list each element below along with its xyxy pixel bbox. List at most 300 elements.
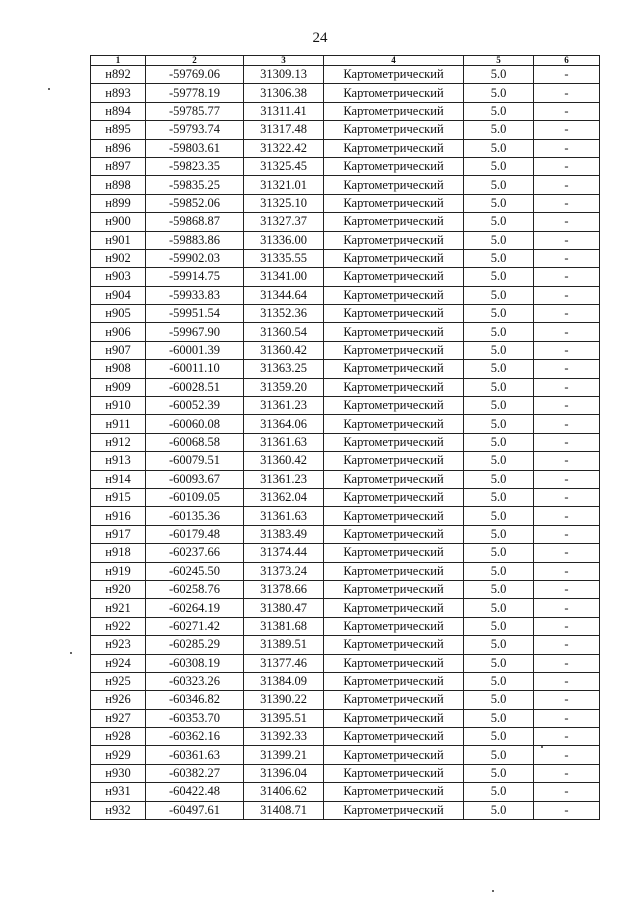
y-coordinate-cell: 31361.23	[244, 397, 324, 415]
point-id-cell: н917	[91, 525, 146, 543]
point-id-cell: н904	[91, 286, 146, 304]
accuracy-cell: 5.0	[464, 323, 534, 341]
note-cell: -	[534, 654, 600, 672]
method-cell: Картометрический	[324, 691, 464, 709]
note-cell: -	[534, 157, 600, 175]
accuracy-cell: 5.0	[464, 801, 534, 819]
table-row	[91, 415, 600, 433]
method-cell: Картометрический	[324, 66, 464, 84]
point-id-cell: н913	[91, 452, 146, 470]
note-cell: -	[534, 397, 600, 415]
accuracy-cell: 5.0	[464, 268, 534, 286]
accuracy-cell: 5.0	[464, 525, 534, 543]
note-cell: -	[534, 452, 600, 470]
y-coordinate-cell: 31317.48	[244, 121, 324, 139]
y-coordinate-cell: 31383.49	[244, 525, 324, 543]
accuracy-cell: 5.0	[464, 728, 534, 746]
note-cell: -	[534, 617, 600, 635]
method-cell: Картометрический	[324, 415, 464, 433]
point-id-cell: н905	[91, 305, 146, 323]
method-cell: Картометрический	[324, 507, 464, 525]
point-id-cell: н918	[91, 544, 146, 562]
y-coordinate-cell: 31309.13	[244, 66, 324, 84]
accuracy-cell: 5.0	[464, 341, 534, 359]
method-cell: Картометрический	[324, 580, 464, 598]
method-cell: Картометрический	[324, 617, 464, 635]
table-row	[91, 562, 600, 580]
column-header-5: 5	[464, 56, 534, 66]
accuracy-cell: 5.0	[464, 488, 534, 506]
x-coordinate-cell: -60271.42	[146, 617, 244, 635]
method-cell: Картометрический	[324, 305, 464, 323]
column-header-1: 1	[91, 56, 146, 66]
point-id-cell: н919	[91, 562, 146, 580]
table-row	[91, 397, 600, 415]
method-cell: Картометрический	[324, 544, 464, 562]
note-cell: -	[534, 378, 600, 396]
x-coordinate-cell: -59785.77	[146, 102, 244, 120]
table-row	[91, 121, 600, 139]
note-cell: -	[534, 470, 600, 488]
x-coordinate-cell: -60093.67	[146, 470, 244, 488]
x-coordinate-cell: -60179.48	[146, 525, 244, 543]
y-coordinate-cell: 31306.38	[244, 84, 324, 102]
method-cell: Картометрический	[324, 470, 464, 488]
x-coordinate-cell: -59951.54	[146, 305, 244, 323]
method-cell: Картометрический	[324, 452, 464, 470]
note-cell: -	[534, 66, 600, 84]
x-coordinate-cell: -59793.74	[146, 121, 244, 139]
accuracy-cell: 5.0	[464, 286, 534, 304]
x-coordinate-cell: -60237.66	[146, 544, 244, 562]
x-coordinate-cell: -60028.51	[146, 378, 244, 396]
y-coordinate-cell: 31363.25	[244, 360, 324, 378]
accuracy-cell: 5.0	[464, 507, 534, 525]
method-cell: Картометрический	[324, 525, 464, 543]
note-cell: -	[534, 764, 600, 782]
accuracy-cell: 5.0	[464, 764, 534, 782]
x-coordinate-cell: -60052.39	[146, 397, 244, 415]
x-coordinate-cell: -60362.16	[146, 728, 244, 746]
point-id-cell: н910	[91, 397, 146, 415]
point-id-cell: н931	[91, 783, 146, 801]
table-row	[91, 84, 600, 102]
accuracy-cell: 5.0	[464, 433, 534, 451]
table-row	[91, 305, 600, 323]
point-id-cell: н925	[91, 672, 146, 690]
x-coordinate-cell: -60245.50	[146, 562, 244, 580]
y-coordinate-cell: 31360.54	[244, 323, 324, 341]
table-row	[91, 268, 600, 286]
column-header-4: 4	[324, 56, 464, 66]
accuracy-cell: 5.0	[464, 709, 534, 727]
note-cell: -	[534, 783, 600, 801]
y-coordinate-cell: 31395.51	[244, 709, 324, 727]
accuracy-cell: 5.0	[464, 176, 534, 194]
table-row	[91, 470, 600, 488]
accuracy-cell: 5.0	[464, 691, 534, 709]
table-row	[91, 360, 600, 378]
x-coordinate-cell: -60001.39	[146, 341, 244, 359]
accuracy-cell: 5.0	[464, 654, 534, 672]
y-coordinate-cell: 31389.51	[244, 636, 324, 654]
table-row	[91, 764, 600, 782]
y-coordinate-cell: 31335.55	[244, 249, 324, 267]
x-coordinate-cell: -59778.19	[146, 84, 244, 102]
table-row	[91, 691, 600, 709]
point-id-cell: н923	[91, 636, 146, 654]
x-coordinate-cell: -60308.19	[146, 654, 244, 672]
table-row	[91, 654, 600, 672]
y-coordinate-cell: 31378.66	[244, 580, 324, 598]
note-cell: -	[534, 305, 600, 323]
y-coordinate-cell: 31321.01	[244, 176, 324, 194]
note-cell: -	[534, 507, 600, 525]
note-cell: -	[534, 231, 600, 249]
note-cell: -	[534, 121, 600, 139]
point-id-cell: н909	[91, 378, 146, 396]
table-row	[91, 617, 600, 635]
accuracy-cell: 5.0	[464, 636, 534, 654]
accuracy-cell: 5.0	[464, 470, 534, 488]
method-cell: Картометрический	[324, 672, 464, 690]
accuracy-cell: 5.0	[464, 231, 534, 249]
y-coordinate-cell: 31322.42	[244, 139, 324, 157]
y-coordinate-cell: 31390.22	[244, 691, 324, 709]
table-header	[91, 56, 600, 66]
note-cell: -	[534, 341, 600, 359]
note-cell: -	[534, 139, 600, 157]
point-id-cell: н916	[91, 507, 146, 525]
note-cell: -	[534, 415, 600, 433]
accuracy-cell: 5.0	[464, 415, 534, 433]
point-id-cell: н902	[91, 249, 146, 267]
method-cell: Картометрический	[324, 323, 464, 341]
method-cell: Картометрический	[324, 397, 464, 415]
accuracy-cell: 5.0	[464, 452, 534, 470]
y-coordinate-cell: 31381.68	[244, 617, 324, 635]
table-row	[91, 323, 600, 341]
method-cell: Картометрический	[324, 801, 464, 819]
table-row	[91, 249, 600, 267]
y-coordinate-cell: 31325.10	[244, 194, 324, 212]
point-id-cell: н932	[91, 801, 146, 819]
accuracy-cell: 5.0	[464, 66, 534, 84]
y-coordinate-cell: 31341.00	[244, 268, 324, 286]
point-id-cell: н914	[91, 470, 146, 488]
x-coordinate-cell: -60361.63	[146, 746, 244, 764]
table-row	[91, 66, 600, 84]
point-id-cell: н894	[91, 102, 146, 120]
x-coordinate-cell: -60323.26	[146, 672, 244, 690]
method-cell: Картометрический	[324, 709, 464, 727]
note-cell: -	[534, 176, 600, 194]
accuracy-cell: 5.0	[464, 360, 534, 378]
accuracy-cell: 5.0	[464, 617, 534, 635]
point-id-cell: н903	[91, 268, 146, 286]
point-id-cell: н930	[91, 764, 146, 782]
note-cell: -	[534, 801, 600, 819]
column-header-6: 6	[534, 56, 600, 66]
method-cell: Картометрический	[324, 562, 464, 580]
note-cell: -	[534, 580, 600, 598]
accuracy-cell: 5.0	[464, 139, 534, 157]
scan-speck	[48, 88, 50, 90]
method-cell: Картометрический	[324, 176, 464, 194]
accuracy-cell: 5.0	[464, 672, 534, 690]
accuracy-cell: 5.0	[464, 562, 534, 580]
method-cell: Картометрический	[324, 341, 464, 359]
table-row	[91, 544, 600, 562]
y-coordinate-cell: 31364.06	[244, 415, 324, 433]
column-header-2: 2	[146, 56, 244, 66]
accuracy-cell: 5.0	[464, 194, 534, 212]
note-cell: -	[534, 562, 600, 580]
y-coordinate-cell: 31325.45	[244, 157, 324, 175]
x-coordinate-cell: -60060.08	[146, 415, 244, 433]
note-cell: -	[534, 213, 600, 231]
point-id-cell: н915	[91, 488, 146, 506]
note-cell: -	[534, 544, 600, 562]
point-id-cell: н897	[91, 157, 146, 175]
table-row	[91, 378, 600, 396]
y-coordinate-cell: 31396.04	[244, 764, 324, 782]
scan-speck	[541, 746, 543, 748]
accuracy-cell: 5.0	[464, 783, 534, 801]
y-coordinate-cell: 31327.37	[244, 213, 324, 231]
method-cell: Картометрический	[324, 783, 464, 801]
note-cell: -	[534, 636, 600, 654]
note-cell: -	[534, 84, 600, 102]
method-cell: Картометрический	[324, 360, 464, 378]
table-row	[91, 176, 600, 194]
y-coordinate-cell: 31406.62	[244, 783, 324, 801]
x-coordinate-cell: -60135.36	[146, 507, 244, 525]
x-coordinate-cell: -60346.82	[146, 691, 244, 709]
method-cell: Картометрический	[324, 268, 464, 286]
x-coordinate-cell: -59852.06	[146, 194, 244, 212]
table-row	[91, 525, 600, 543]
method-cell: Картометрический	[324, 157, 464, 175]
method-cell: Картометрический	[324, 488, 464, 506]
y-coordinate-cell: 31360.42	[244, 452, 324, 470]
point-id-cell: н896	[91, 139, 146, 157]
accuracy-cell: 5.0	[464, 580, 534, 598]
accuracy-cell: 5.0	[464, 157, 534, 175]
table-row	[91, 580, 600, 598]
y-coordinate-cell: 31362.04	[244, 488, 324, 506]
page-number: 24	[312, 30, 328, 46]
method-cell: Картометрический	[324, 102, 464, 120]
table-row	[91, 213, 600, 231]
accuracy-cell: 5.0	[464, 213, 534, 231]
method-cell: Картометрический	[324, 636, 464, 654]
point-id-cell: н901	[91, 231, 146, 249]
x-coordinate-cell: -59769.06	[146, 66, 244, 84]
point-id-cell: н927	[91, 709, 146, 727]
point-id-cell: н906	[91, 323, 146, 341]
y-coordinate-cell: 31384.09	[244, 672, 324, 690]
point-id-cell: н895	[91, 121, 146, 139]
method-cell: Картометрический	[324, 654, 464, 672]
coordinates-table	[90, 55, 600, 820]
table-row	[91, 139, 600, 157]
accuracy-cell: 5.0	[464, 121, 534, 139]
accuracy-cell: 5.0	[464, 544, 534, 562]
note-cell: -	[534, 488, 600, 506]
accuracy-cell: 5.0	[464, 378, 534, 396]
y-coordinate-cell: 31392.33	[244, 728, 324, 746]
point-id-cell: н898	[91, 176, 146, 194]
point-id-cell: н928	[91, 728, 146, 746]
x-coordinate-cell: -60079.51	[146, 452, 244, 470]
y-coordinate-cell: 31352.36	[244, 305, 324, 323]
accuracy-cell: 5.0	[464, 84, 534, 102]
y-coordinate-cell: 31374.44	[244, 544, 324, 562]
x-coordinate-cell: -60422.48	[146, 783, 244, 801]
method-cell: Картометрический	[324, 249, 464, 267]
point-id-cell: н893	[91, 84, 146, 102]
scan-speck	[492, 890, 494, 892]
table-row	[91, 194, 600, 212]
y-coordinate-cell: 31361.23	[244, 470, 324, 488]
y-coordinate-cell: 31361.63	[244, 433, 324, 451]
accuracy-cell: 5.0	[464, 305, 534, 323]
y-coordinate-cell: 31373.24	[244, 562, 324, 580]
y-coordinate-cell: 31359.20	[244, 378, 324, 396]
y-coordinate-cell: 31360.42	[244, 341, 324, 359]
table-row	[91, 231, 600, 249]
x-coordinate-cell: -59902.03	[146, 249, 244, 267]
x-coordinate-cell: -60258.76	[146, 580, 244, 598]
y-coordinate-cell: 31399.21	[244, 746, 324, 764]
method-cell: Картометрический	[324, 84, 464, 102]
point-id-cell: н900	[91, 213, 146, 231]
note-cell: -	[534, 433, 600, 451]
x-coordinate-cell: -60382.27	[146, 764, 244, 782]
y-coordinate-cell: 31380.47	[244, 599, 324, 617]
point-id-cell: н929	[91, 746, 146, 764]
y-coordinate-cell: 31344.64	[244, 286, 324, 304]
x-coordinate-cell: -59835.25	[146, 176, 244, 194]
note-cell: -	[534, 323, 600, 341]
table-row	[91, 636, 600, 654]
table-row	[91, 746, 600, 764]
accuracy-cell: 5.0	[464, 746, 534, 764]
header-row	[91, 56, 600, 66]
y-coordinate-cell: 31377.46	[244, 654, 324, 672]
accuracy-cell: 5.0	[464, 102, 534, 120]
note-cell: -	[534, 728, 600, 746]
method-cell: Картометрический	[324, 286, 464, 304]
x-coordinate-cell: -59823.35	[146, 157, 244, 175]
method-cell: Картометрический	[324, 139, 464, 157]
table-row	[91, 433, 600, 451]
note-cell: -	[534, 599, 600, 617]
point-id-cell: н920	[91, 580, 146, 598]
point-id-cell: н908	[91, 360, 146, 378]
table-row	[91, 709, 600, 727]
note-cell: -	[534, 249, 600, 267]
table-row	[91, 728, 600, 746]
accuracy-cell: 5.0	[464, 397, 534, 415]
table-row	[91, 783, 600, 801]
method-cell: Картометрический	[324, 746, 464, 764]
table-row	[91, 599, 600, 617]
note-cell: -	[534, 194, 600, 212]
table-row	[91, 672, 600, 690]
method-cell: Картометрический	[324, 433, 464, 451]
x-coordinate-cell: -60497.61	[146, 801, 244, 819]
x-coordinate-cell: -59967.90	[146, 323, 244, 341]
point-id-cell: н907	[91, 341, 146, 359]
point-id-cell: н899	[91, 194, 146, 212]
note-cell: -	[534, 746, 600, 764]
note-cell: -	[534, 709, 600, 727]
y-coordinate-cell: 31311.41	[244, 102, 324, 120]
table-row	[91, 488, 600, 506]
x-coordinate-cell: -59933.83	[146, 286, 244, 304]
note-cell: -	[534, 672, 600, 690]
note-cell: -	[534, 691, 600, 709]
method-cell: Картометрический	[324, 231, 464, 249]
accuracy-cell: 5.0	[464, 599, 534, 617]
table-row	[91, 341, 600, 359]
x-coordinate-cell: -60264.19	[146, 599, 244, 617]
point-id-cell: н911	[91, 415, 146, 433]
point-id-cell: н921	[91, 599, 146, 617]
x-coordinate-cell: -59803.61	[146, 139, 244, 157]
note-cell: -	[534, 525, 600, 543]
table-row	[91, 157, 600, 175]
method-cell: Картометрический	[324, 213, 464, 231]
table-row	[91, 286, 600, 304]
point-id-cell: н924	[91, 654, 146, 672]
y-coordinate-cell: 31408.71	[244, 801, 324, 819]
table-row	[91, 102, 600, 120]
point-id-cell: н892	[91, 66, 146, 84]
x-coordinate-cell: -60285.29	[146, 636, 244, 654]
method-cell: Картометрический	[324, 728, 464, 746]
note-cell: -	[534, 286, 600, 304]
note-cell: -	[534, 360, 600, 378]
point-id-cell: н912	[91, 433, 146, 451]
x-coordinate-cell: -59868.87	[146, 213, 244, 231]
method-cell: Картометрический	[324, 764, 464, 782]
y-coordinate-cell: 31361.63	[244, 507, 324, 525]
x-coordinate-cell: -60068.58	[146, 433, 244, 451]
table-row	[91, 801, 600, 819]
y-coordinate-cell: 31336.00	[244, 231, 324, 249]
table-row	[91, 507, 600, 525]
note-cell: -	[534, 268, 600, 286]
table-body	[91, 66, 600, 820]
x-coordinate-cell: -60353.70	[146, 709, 244, 727]
method-cell: Картометрический	[324, 194, 464, 212]
point-id-cell: н926	[91, 691, 146, 709]
point-id-cell: н922	[91, 617, 146, 635]
method-cell: Картометрический	[324, 599, 464, 617]
scan-speck	[70, 652, 72, 654]
x-coordinate-cell: -59914.75	[146, 268, 244, 286]
column-header-3: 3	[244, 56, 324, 66]
method-cell: Картометрический	[324, 121, 464, 139]
accuracy-cell: 5.0	[464, 249, 534, 267]
method-cell: Картометрический	[324, 378, 464, 396]
table-row	[91, 452, 600, 470]
note-cell: -	[534, 102, 600, 120]
x-coordinate-cell: -60109.05	[146, 488, 244, 506]
